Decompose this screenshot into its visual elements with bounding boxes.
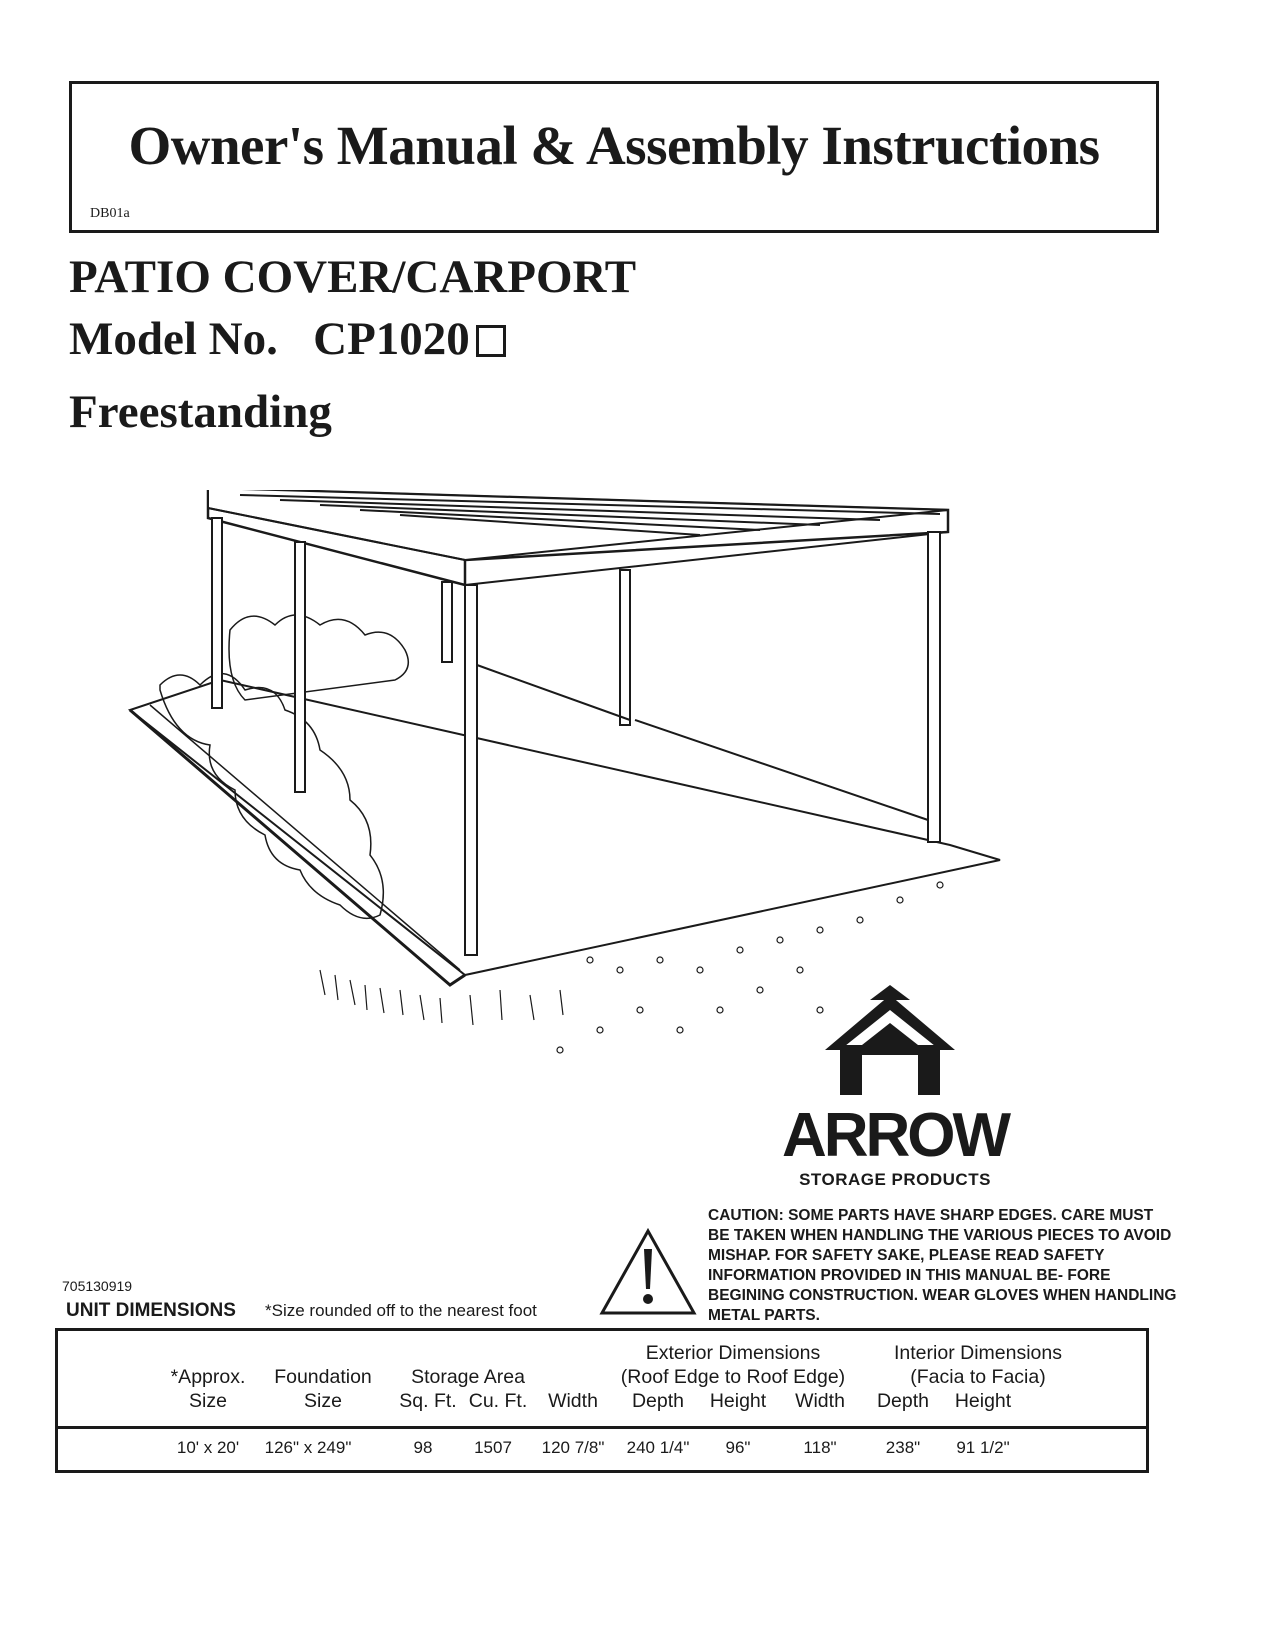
cell-int-width: 118" — [803, 1438, 837, 1457]
col-foundation-header-2: Size — [304, 1390, 342, 1412]
cell-foundation: 126" x 249" — [264, 1438, 352, 1457]
cell-size: 10' x 20' — [176, 1438, 240, 1457]
col-int-height-header: Height — [954, 1390, 1012, 1412]
cell-ext-depth: 240 1/4" — [626, 1438, 690, 1457]
cell-cuft: 1507 — [474, 1438, 512, 1457]
exterior-group-header: Exterior Dimensions — [645, 1342, 821, 1364]
product-name: PATIO COVER/CARPORT — [69, 251, 637, 303]
manual-title: Owner's Manual & Assembly Instructions — [128, 115, 1100, 176]
cell-ext-height: 96" — [725, 1438, 751, 1457]
part-number: 705130919 — [62, 1278, 133, 1294]
col-size-header-1: *Approx. — [170, 1366, 246, 1388]
model-prefix: Model No. — [69, 313, 278, 365]
caution-text: CAUTION: SOME PARTS HAVE SHARP EDGES. CARE MUST BE TAKEN WHEN HANDLING THE VARIOUS PIECES TO AVOID MISHAP. FOR SAFETY SAKE, PLEASE READ SAFETY INFORMATION PROVIDED IN THIS MANUAL BE- FORE BEGINING CONSTRUCTION. WEAR GLOVES WHEN HANDLING METAL PARTS. — [708, 1207, 1177, 1324]
dimensions-note: *Size rounded off to the nearest foot — [265, 1301, 537, 1320]
col-int-width-header: Width — [795, 1390, 845, 1412]
cell-sqft: 98 — [413, 1438, 433, 1457]
doc-code: DB01a — [90, 206, 130, 221]
arrow-logo-icon — [770, 295, 1020, 1095]
logo-tagline: STORAGE PRODUCTS — [799, 1170, 991, 1189]
col-ext-height-header: Height — [709, 1390, 767, 1412]
col-cuft-header: Cu. Ft. — [468, 1390, 528, 1412]
logo-wordmark: ARROW — [781, 1101, 1009, 1170]
warning-triangle-icon — [598, 1227, 698, 1317]
dimensions-heading: UNIT DIMENSIONS — [66, 1300, 236, 1321]
model-checkbox — [476, 325, 506, 357]
model-line — [69, 312, 506, 366]
cell-int-depth: 238" — [885, 1438, 921, 1457]
table-divider — [58, 1426, 1146, 1429]
model-number: CP1020 — [313, 313, 470, 365]
exterior-group-subheader: (Roof Edge to Roof Edge) — [620, 1366, 846, 1388]
col-ext-width-header: Width — [548, 1390, 598, 1412]
col-int-depth-header: Depth — [876, 1390, 930, 1412]
interior-group-subheader: (Facia to Facia) — [910, 1366, 1046, 1388]
interior-group-header: Interior Dimensions — [894, 1342, 1062, 1364]
cell-ext-width: 120 7/8" — [541, 1438, 605, 1457]
col-sqft-header: Sq. Ft. — [399, 1390, 457, 1412]
variant-label: Freestanding — [69, 386, 332, 438]
col-size-header-2: Size — [189, 1390, 227, 1412]
cell-int-height: 91 1/2" — [956, 1438, 1010, 1457]
col-storage-header: Storage Area — [411, 1366, 525, 1388]
arrow-logo-mark-icon — [820, 985, 960, 1100]
col-foundation-header-1: Foundation — [274, 1366, 372, 1388]
title-box — [69, 81, 1159, 233]
dimensions-table — [55, 1328, 1149, 1473]
col-ext-depth-header: Depth — [631, 1390, 685, 1412]
